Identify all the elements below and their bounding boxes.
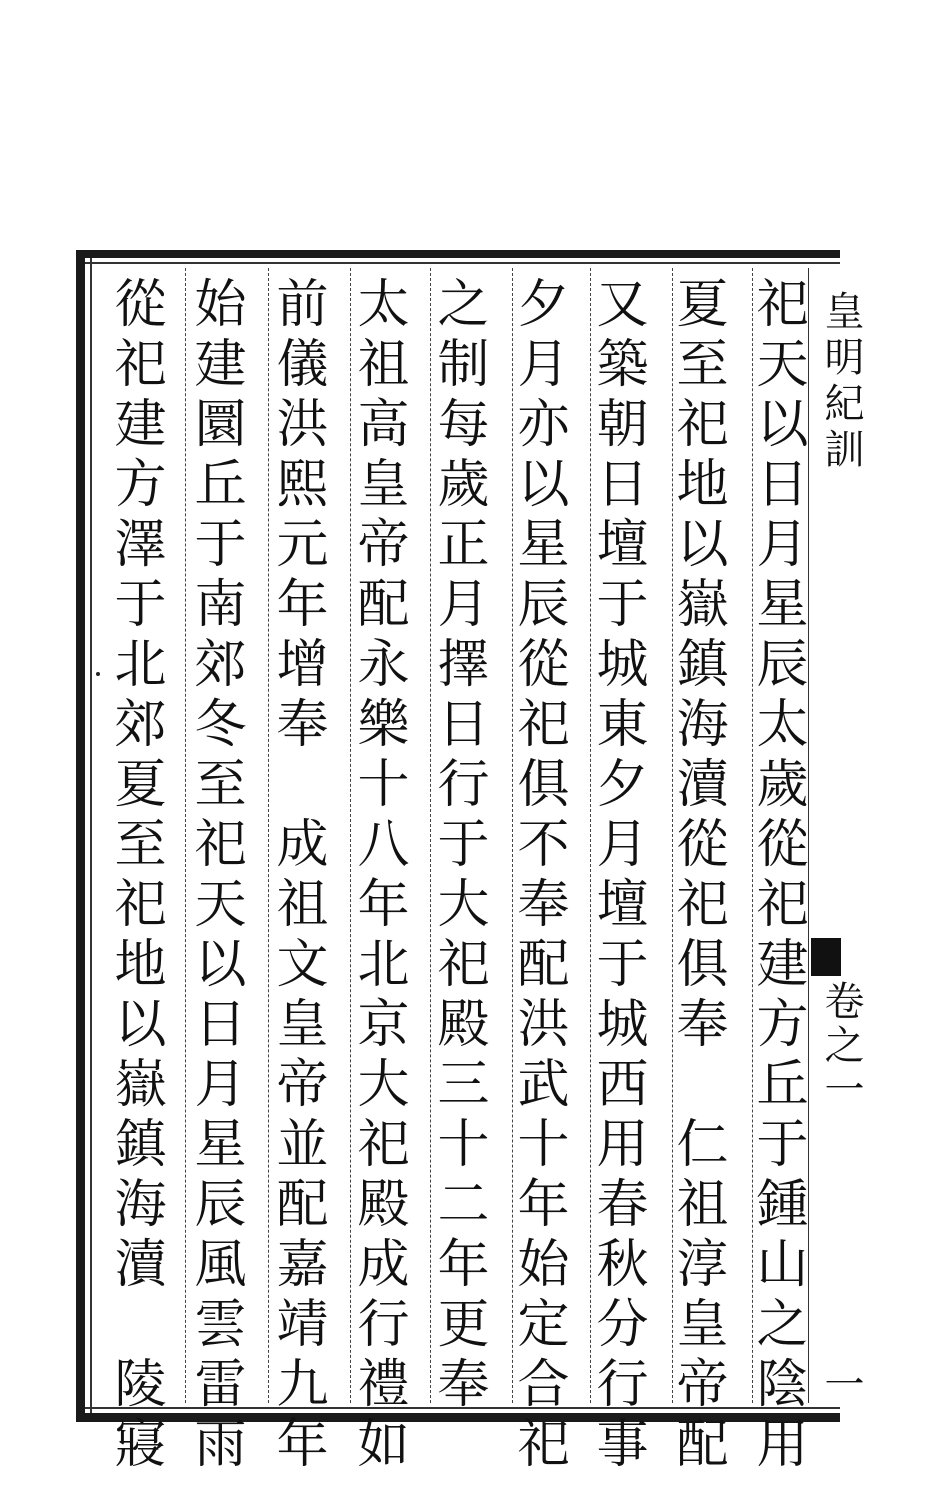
text-column-7: 前儀洪熙元年增奉 成祖文皇帝並配嘉靖九年	[267, 276, 327, 1476]
text-column-8: 始建圜丘于南郊冬至祀天以日月星辰風雲雷雨	[185, 276, 245, 1476]
inner-rule-left	[90, 258, 92, 1413]
ink-speck	[96, 672, 100, 676]
text-column-2: 夏至祀地以嶽鎮海瀆從祀俱奉 仁祖淳皇帝配	[667, 276, 727, 1476]
page-margin-strip	[808, 268, 864, 1403]
text-column-3: 又築朝日壇于城東夕月壇于城西用春秋分行事	[587, 276, 647, 1476]
page-number: 一	[818, 1363, 864, 1403]
text-column-4: 夕月亦以星辰從祀俱不奉配洪武十年始定合祀	[508, 276, 568, 1476]
text-column-1: 祀天以日月星辰太歲從祀建方丘于鍾山之陰用	[747, 276, 807, 1476]
book-title: 皇明紀訓	[818, 290, 864, 474]
volume-label: 卷之一	[818, 980, 864, 1112]
inner-rule-top	[85, 262, 840, 264]
text-column-5: 之制每歲正月擇日行于大祀殿三十二年更奉	[428, 276, 488, 1416]
fishtail-mark-icon	[811, 938, 841, 976]
text-column-6: 太祖高皇帝配永樂十八年北京大祀殿成行禮如	[348, 276, 408, 1476]
text-column-9: 從祀建方澤于北郊夏至祀地以嶽鎮海瀆 陵寢	[105, 276, 165, 1476]
